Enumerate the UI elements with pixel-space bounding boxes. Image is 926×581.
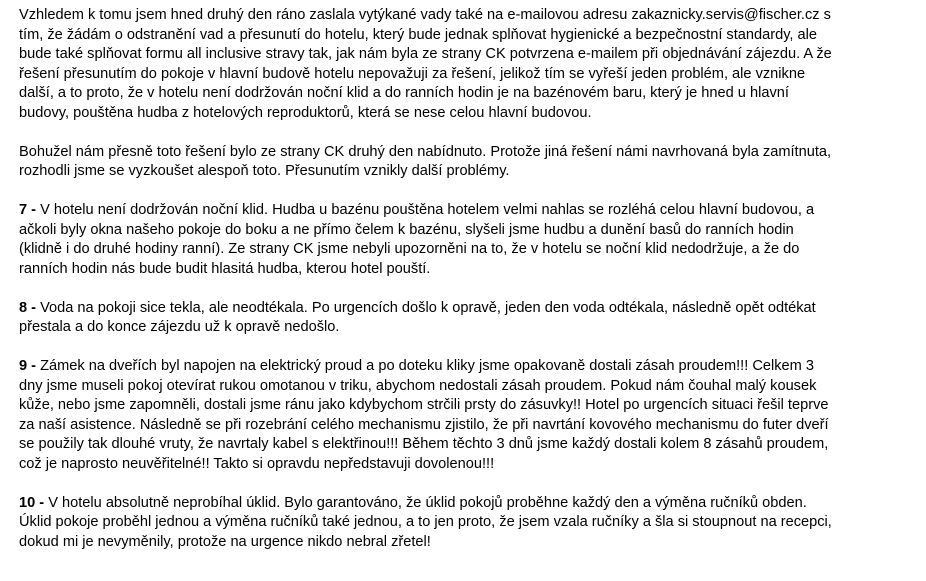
paragraph-item-10 (19, 494, 919, 553)
text-line: tím, že žádám o odstranění vad a přesunutí do hotelu, který bude jednak splňovat hygienické a bezpečnostní standardy, ale (19, 26, 818, 43)
item-number: 7 - (19, 202, 37, 218)
item-number: 9 - (19, 358, 37, 374)
text-line: dokud mi je nevyměnily, protože na urgence nikdo nebral zřetel! (19, 533, 431, 550)
text-line: kůže, nebo jsme zapomněli, dostali jsme ránu jako kdybychom strčili prsty do zásuvky!! Hotel po urgencích situaci řešil teprve (19, 397, 829, 413)
paragraph-item-8 (19, 299, 919, 338)
text-line: což je naprosto neuvěřitelné!! Takto si opravdu nepředstavuji dovolenou!!! (19, 455, 495, 472)
text-line (19, 494, 919, 514)
paragraph-item-7 (19, 201, 919, 279)
text-line: ranních hodin nás bude budit hlasitá hudba, kterou hotel pouští. (19, 260, 431, 277)
item-number: 10 - (19, 494, 45, 511)
text-line: rozhodli jsme se vyzkoušet alespoň toto. Přesunutím vznikly další problémy. (19, 163, 510, 179)
text-line: přestala a do konce zájezdu už k opravě nedošlo. (19, 319, 340, 335)
text-line: dny jsme museli pokoj otevírat rukou omotanou v triku, abychom nedostali zásah proudem. Pokud nám čouhal malý kousek (19, 377, 817, 394)
paragraph-intro (19, 6, 919, 123)
paragraph-offer (19, 143, 919, 182)
text-line: Vzhledem k tomu jsem hned druhý den ráno zaslala vytýkané vady také na e-mailovou adresu zakaznicky.servis@fischer.cz s (19, 7, 831, 23)
text-line: ačkoli byly okna našeho pokoje do boku a ne přímo čelem k bazénu, slyšeli jsme hudbu a dunění basů do ranních hodin (19, 221, 794, 238)
text-line (19, 201, 919, 221)
text-line (19, 299, 919, 319)
text-line: budovy, pouštěna hudba z hotelových reproduktorů, která se nese celou hlavní budovou. (19, 104, 592, 121)
document-body (19, 6, 919, 572)
paragraph-item-9 (19, 357, 919, 474)
text-line (19, 357, 919, 377)
text-line: Úklid pokoje proběhl jednou a výměna ručníků také jednou, a to jen proto, že jsem vzala ručníky a šla si stoupnout na recepci, (19, 514, 832, 530)
text-line: bude také splňovat formu all inclusive stravy tak, jak nám byla ze strany CK potvrzena e-mailem při objednávání zájezdu. A že (19, 46, 832, 62)
item-number: 8 - (19, 299, 37, 316)
text-line: Bohužel nám přesně toto řešení bylo ze strany CK druhý den nabídnuto. Protože jiná řešení námi navrhovaná byla zamítnuta, (19, 143, 832, 160)
item-text: Zámek na dveřích byl napojen na elektrický proud a po doteku kliky jsme opakovaně dostali zásah proudem!!! Celkem 3 (36, 358, 814, 374)
text-line: (klidně i do druhé hodiny ranní). Ze strany CK jsme nebyli upozorněni na to, že v hotelu se noční klid nedodržuje, a že do (19, 241, 800, 257)
text-line: se použily tak dlouhé vruty, že navrtaly kabel s elektřinou!!! Během těchto 3 dnů jsme každý dostali kolem 8 zásahů proudem, (19, 436, 829, 452)
item-text: Voda na pokoji sice tekla, ale neodtékala. Po urgencích došlo k opravě, jeden den voda odtékala, následně opět odtékat (36, 299, 816, 316)
text-line: řešení přesunutím do pokoje v hlavní budově hotelu nepovažuji za řešení, jelikož tím se vyřeší jeden problém, ale vznikne (19, 65, 806, 82)
item-text: V hotelu není dodržován noční klid. Hudba u bazénu pouštěna hotelem velmi nahlas se rozléhá celou hlavní budovou, a (36, 202, 815, 218)
item-text: V hotelu absolutně neprobíhal úklid. Bylo garantováno, že úklid pokojů proběhne každý den a výměna ručníků obden. (44, 494, 807, 511)
text-line: za naší asistence. Následně se při rozebrání celého mechanismu zjistilo, že při navrtání kovového mechanismu do futer dveří (19, 416, 829, 433)
text-line: další, a to proto, že v hotelu není dodržován noční klid a do ranních hodin je na bazénovém baru, který je hned u hlavní (19, 85, 789, 101)
